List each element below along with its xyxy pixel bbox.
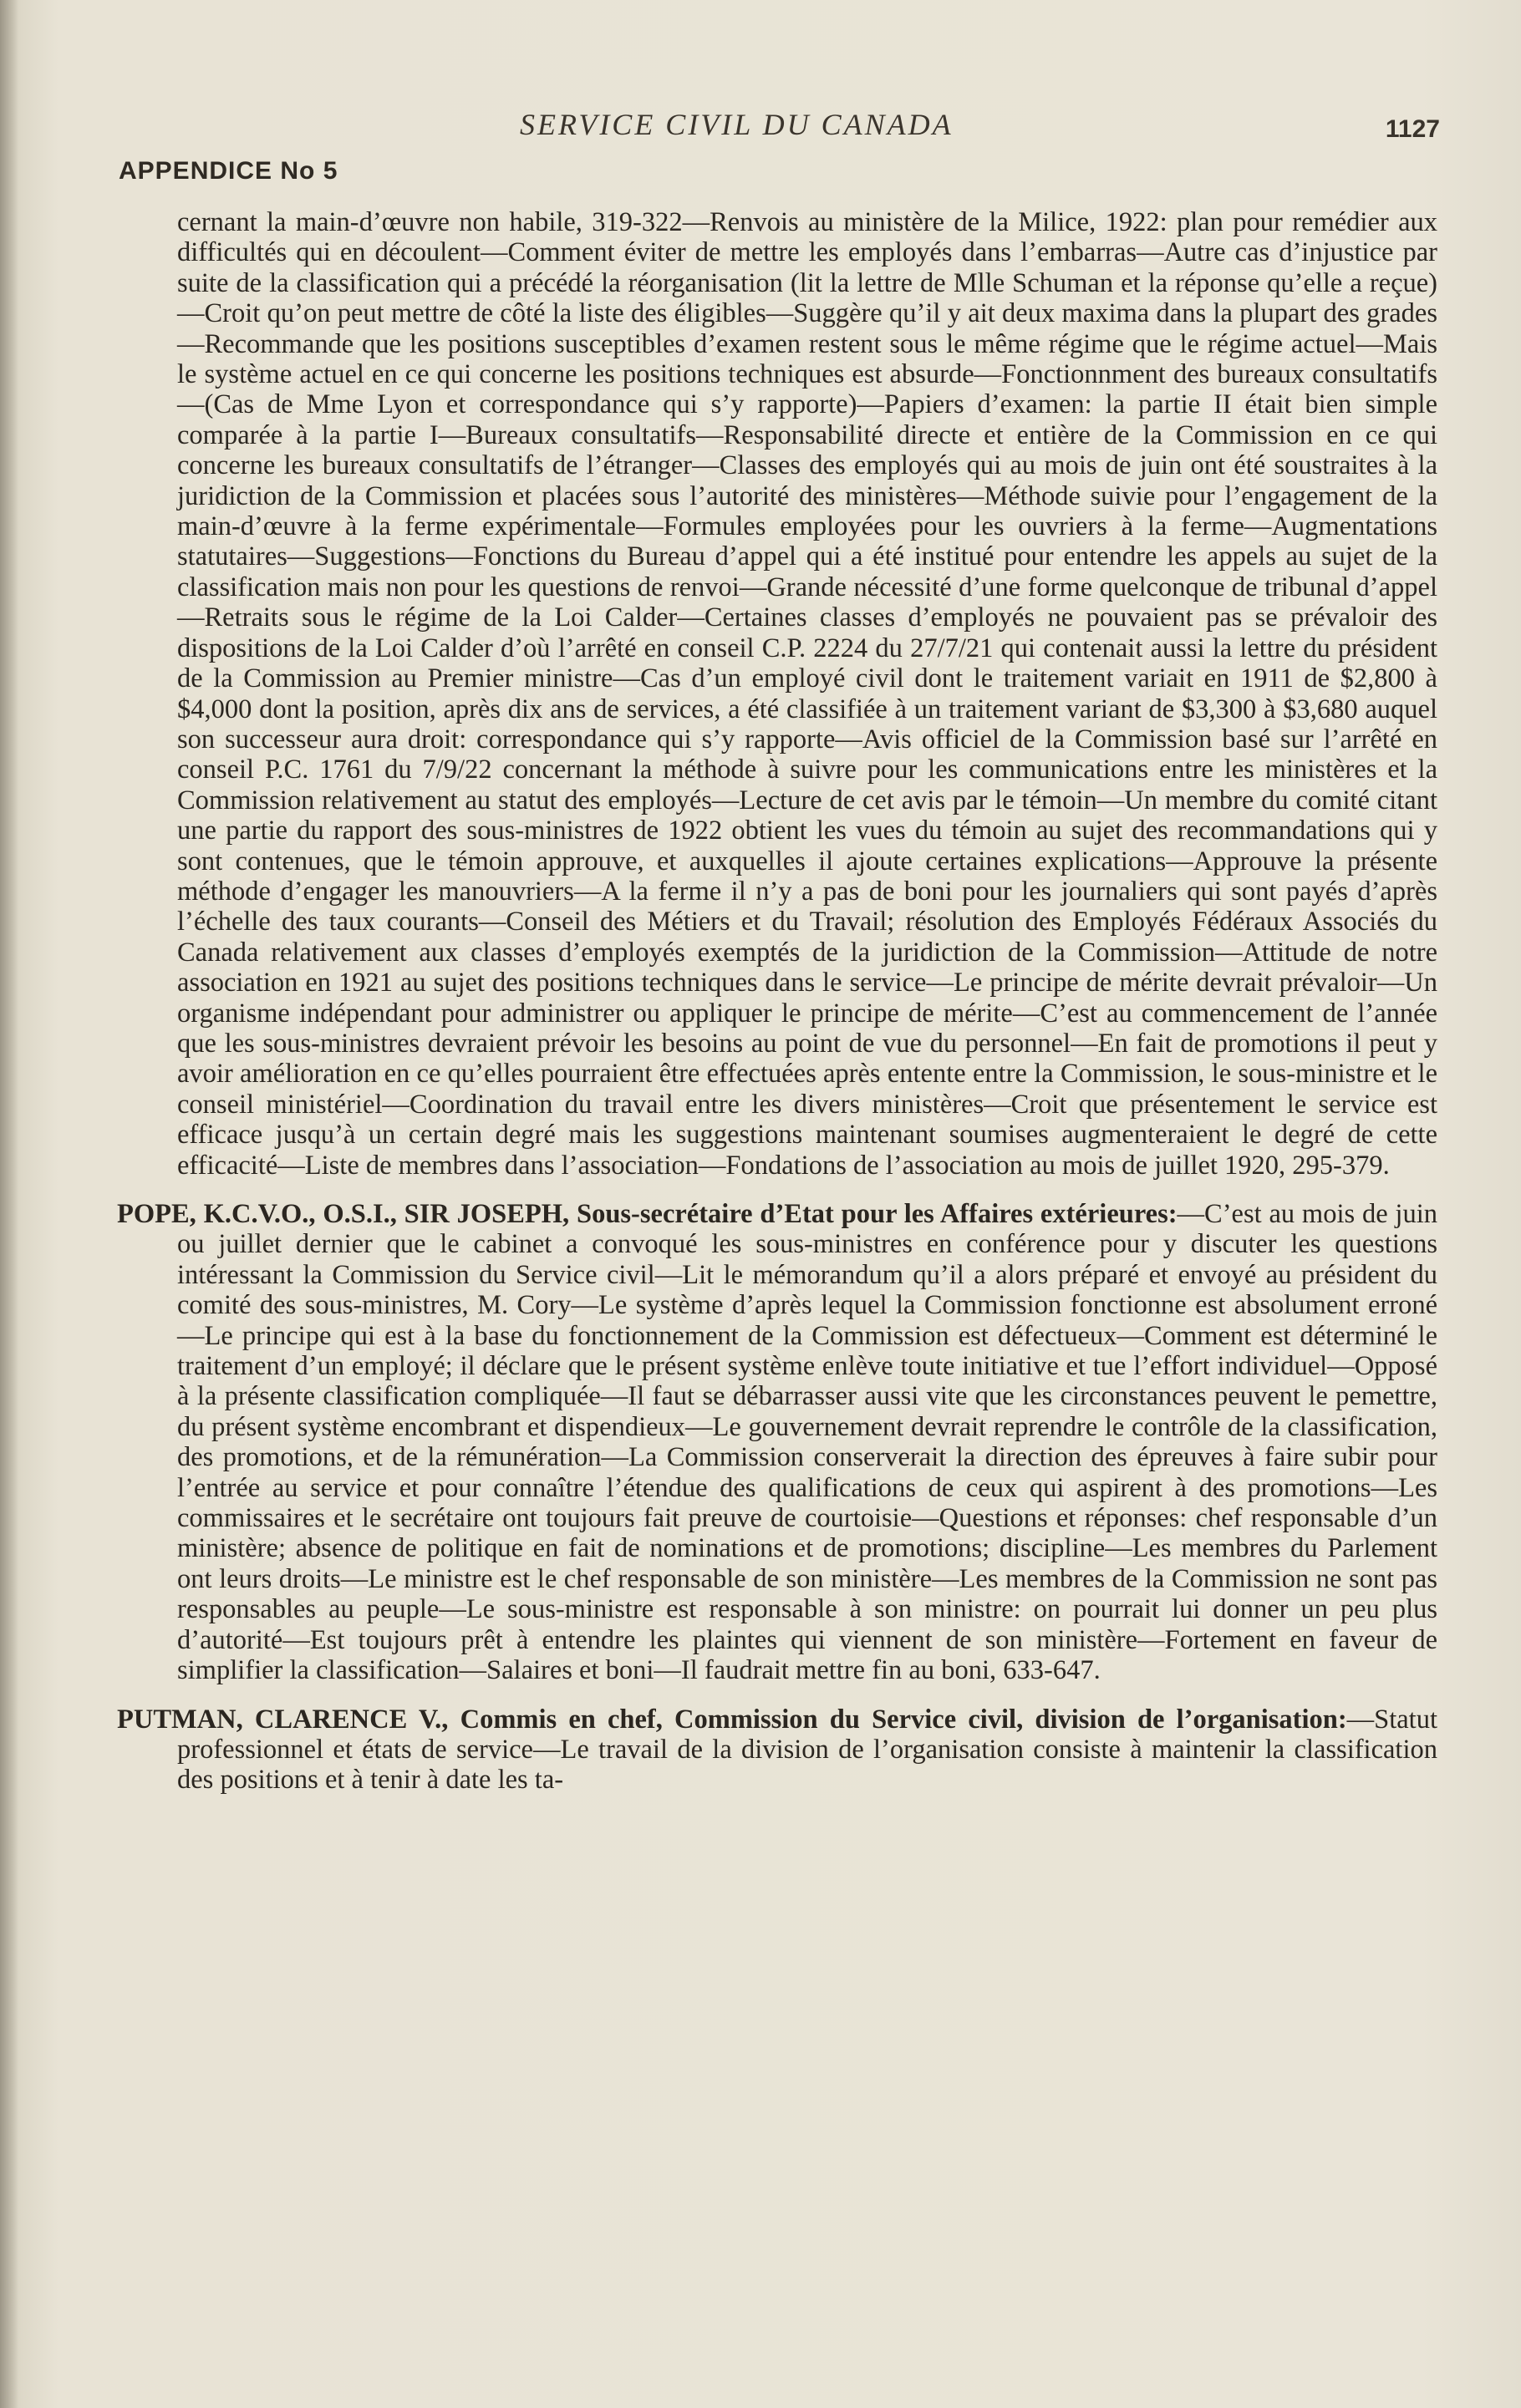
binding-shadow xyxy=(0,0,18,2408)
entry-text: —Statut professionnel et états de service—Le travail de la division de l’organisation consiste à maintenir la classification des positions et à tenir à date les ta- xyxy=(177,1704,1437,1796)
entry-title: Sous-secrétaire d’Etat pour les Affaires extérieures: xyxy=(577,1199,1178,1229)
index-entries xyxy=(117,207,1437,1796)
entry-text: cernant la main-d’œuvre non habile, 319-322—Renvois au ministère de la Milice, 1922: plan pour remédier aux difficultés qui en découlent—Comment éviter de mettre les employés dans l’embarras—Autre cas d’injustice par suite de la classification qui a précédé la réorganisation (lit la lettre de Mlle Schuman et la réponse qu’elle a reçue)—Croit qu’on peut mettre de côté la liste des éligibles—Suggère qu’il y ait deux maxima dans la plupart des grades—Recommande que les positions susceptibles d’examen restent sous le même régime que le régime actuel—Mais le système actuel en ce qui concerne les positions techniques est absurde—Fonctionnment des bureaux consultatifs—(Cas de Mme Lyon et correspondance qui s’y rapporte)—Papiers d’examen: la partie II était bien simple comparée à la partie I—Bureaux consultatifs—Responsabilité directe et entière de la Commission en ce qui concerne les bureaux consultatifs de l’étranger—Classes des employés qui au mois de juin ont été soustraites à la juridiction de la Commission et placées sous l’autorité des ministères—Méthode suivie pour l’engagement de la main-d’œuvre à la ferme expérimentale—Formules employées pour les ouvriers à la ferme—Augmentations statutaires—Suggestions—Fonctions du Bureau d’appel qui a été institué pour entendre les appels au sujet de la classification mais non pour les questions de renvoi—Grande nécessité d’une forme quelconque de tribunal d’appel—Retraits sous le régime de la Loi Calder—Certaines classes d’employés ne pouvaient pas se prévaloir des dispositions de la Loi Calder d’où l’arrêté en conseil C.P. 2224 du 27/7/21 qui contenait aussi la lettre du président de la Commission au Premier ministre—Cas d’un employé civil dont le traitement variait en 1911 de $2,800 à $4,000 dont la position, après dix ans de services, a été classifiée à un traitement variant de $3,300 à $3,680 auquel son successeur aura droit: correspondance qui s’y rapporte—Avis officiel de la Commission basé sur l’arrêté en conseil P.C. 1761 du 7/9/22 concernant la méthode à suivre pour les communications entre les ministères et la Commission relativement au statut des employés—Lecture de cet avis par le témoin—Un membre du comité citant une partie du rapport des sous-ministres de 1922 obtient les vues du témoin au sujet des recommandations qui y sont contenues, que le témoin approuve, et auxquelles il ajoute certaines explications—Approuve la présente méthode d’engager les manouvriers—A la ferme il n’y a pas de boni pour les journaliers qui sont payés d’après l’échelle des taux courants—Conseil des Métiers et du Travail; résolution des Employés Fédéraux Associés du Canada relativement aux classes d’employés exemptés de la juridiction de la Commission—Attitude de notre association en 1921 au sujet des positions techniques dans le service—Le principe de mérite devrait prévaloir—Un organisme indépendant pour administrer ou appliquer le principe de mérite—C’est au commencement de l’année que les sous-ministres devraient prévoir les besoins au point de vue du personnel—En fait de promotions il peut y avoir amélioration en ce qu’elles pourraient être effectuées après entente entre la Commission, le sous-ministre et le conseil ministériel—Coordination du travail entre les divers ministères—Croit que présentement le service est efficace jusqu’à un certain degré mais les suggestions maintenant soumises augmenteraient le degré de cette efficacité—Liste de membres dans l’association—Fondations de l’association au mois de juillet 1920, 295-379. xyxy=(177,207,1437,1181)
entry-continuation xyxy=(117,207,1437,1181)
entry-putman xyxy=(117,1704,1437,1796)
entry-title: Commis en chef, Commission du Service civil, division de l’organisation: xyxy=(460,1704,1347,1735)
entry-pope xyxy=(117,1199,1437,1686)
running-title: SERVICE CIVIL DU CANADA xyxy=(520,108,954,141)
entry-text: —C’est au mois de juin ou juillet dernier que le cabinet a convoqué les sous-ministres en conférence pour y discuter les questions intéressant la Commission du Service civil—Lit le mémorandum qu’il a alors préparé et envoyé au président du comité des sous-ministres, M. Cory—Le système d’après lequel la Commission fonctionne est absolument erroné—Le principe qui est à la base du fonctionnement de la Commission est défectueux—Comment est déterminé le traitement d’un employé; il déclare que le présent système enlève toute initiative et tue l’effort individuel—Opposé à la présente classification compliquée—Il faut se débarrasser aussi vite que les circonstances peuvent le pemettre, du présent système encombrant et dispendieux—Le gouvernement devrait reprendre le contrôle de la classification, des promotions, et de la rémunération—La Commission conserverait la direction des épreuves à faire subir pour l’entrée au service et pour connaître l’étendue des qualifications de ceux qui aspirent à des promotions—Les commissaires et le secrétaire ont toujours fait preuve de courtoisie—Questions et réponses: chef responsable d’un ministère; absence de politique en fait de nominations et de promotions; discipline—Les membres du Parlement ont leurs droits—Le ministre est le chef responsable de son ministère—Les membres de la Commission ne sont pas responsables au peuple—Le sous-ministre est responsable à son ministre: on pourrait lui donner un peu plus d’autorité—Est toujours prêt à entendre les plaintes qui viennent de son ministère—Fortement en faveur de simplifier la classification—Salaires et boni—Il faudrait mettre fin au boni, 633-647. xyxy=(177,1199,1437,1686)
entry-name: PUTMAN, CLARENCE V., xyxy=(117,1704,449,1735)
entry-name: POPE, K.C.V.O., O.S.I., SIR JOSEPH, xyxy=(117,1199,570,1229)
appendix-label: APPENDICE No 5 xyxy=(119,157,338,185)
page-number: 1127 xyxy=(1385,115,1440,143)
